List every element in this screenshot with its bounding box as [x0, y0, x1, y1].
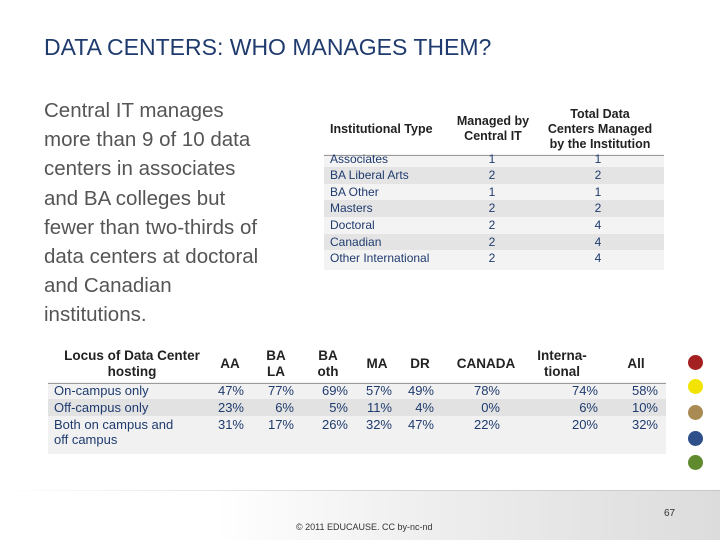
cell-international: 20%: [571, 417, 598, 432]
body-line: and BA colleges but: [44, 186, 226, 210]
table-header: [324, 106, 664, 154]
cell-ma: 11%: [366, 400, 392, 415]
cell-total: 2: [594, 168, 602, 183]
body-line: and Canadian: [44, 274, 172, 298]
header-total-data-centers: [542, 107, 658, 152]
cell-central: 2: [488, 251, 496, 266]
header-international: [522, 348, 602, 380]
cell-ma: 57%: [365, 383, 392, 398]
cell-total: 1: [594, 184, 602, 199]
slide-body-text: [44, 96, 316, 330]
cell-type: BA Other: [330, 184, 379, 199]
cell-total: 4: [594, 217, 602, 232]
cell-dr: 49%: [407, 383, 434, 398]
header-line: hosting: [107, 364, 157, 379]
page-number: 67: [664, 508, 676, 519]
tan-dot-icon: [688, 405, 703, 420]
header-managed-by-central-it: [448, 114, 538, 144]
header-ma: MA: [366, 356, 388, 371]
body-line: institutions.: [44, 303, 147, 327]
table-row: [324, 151, 664, 168]
blue-dot-icon: [688, 431, 703, 446]
cell-central: 2: [488, 201, 496, 216]
cell-international: 74%: [571, 383, 598, 398]
cell-dr: 47%: [407, 417, 434, 432]
header-all: All: [627, 356, 645, 371]
cell-locus: [54, 417, 214, 447]
cell-canada: 0%: [481, 400, 500, 415]
cell-ba-la: 6%: [275, 400, 294, 415]
cell-all: 58%: [631, 383, 658, 398]
header-line: BA: [318, 348, 338, 363]
body-line: fewer than two-thirds of: [44, 215, 258, 239]
body-line: more than 9 of 10 data: [44, 128, 251, 152]
table-header: [48, 342, 666, 382]
cell-central: 1: [488, 184, 496, 199]
header-line: oth: [317, 364, 339, 379]
cell-all: 10%: [631, 400, 658, 415]
header-institutional-type: Institutional Type: [330, 122, 433, 136]
yellow-dot-icon: [688, 379, 703, 394]
table-row: [324, 184, 664, 201]
table-row: [48, 399, 666, 416]
body-line: Central IT manages: [44, 99, 224, 122]
cell-total: 4: [594, 251, 602, 266]
slide-title: DATA CENTERS: WHO MANAGES THEM?: [44, 34, 492, 60]
header-line: Managed by: [456, 114, 530, 128]
cell-central: 1: [488, 151, 496, 166]
cell-total: 4: [594, 234, 602, 249]
header-line: Interna-: [537, 348, 587, 363]
table-row: [324, 217, 664, 234]
cell-international: 6%: [579, 400, 598, 415]
table-row: [324, 234, 664, 251]
cell-aa: 31%: [217, 417, 244, 432]
cell-type: Doctoral: [330, 217, 375, 232]
header-line: Locus of Data Center: [64, 348, 200, 363]
table-row: [324, 200, 664, 217]
footer-band: [0, 491, 720, 540]
body-line: centers in associates: [44, 157, 236, 181]
cell-total: 1: [594, 151, 602, 166]
cell-locus: Off-campus only: [54, 400, 149, 415]
body-line: data centers at doctoral: [44, 245, 259, 269]
cell-locus: On-campus only: [54, 383, 149, 398]
table-row: [324, 250, 664, 267]
cell-total: 2: [594, 201, 602, 216]
header-line: Central IT: [464, 129, 522, 143]
data-center-hosting-table: [48, 342, 666, 454]
cell-line: off campus: [54, 432, 118, 447]
cell-type: Masters: [330, 201, 373, 216]
header-canada: CANADA: [456, 356, 516, 371]
cell-central: 2: [488, 168, 496, 183]
header-line: tional: [544, 364, 580, 379]
header-line: LA: [267, 364, 285, 379]
cell-dr: 4%: [415, 400, 434, 415]
header-line: by the Institution: [549, 137, 651, 151]
table-row: [48, 382, 666, 399]
cell-ba-la: 17%: [267, 417, 294, 432]
header-line: BA: [266, 348, 286, 363]
cell-canada: 22%: [473, 417, 500, 432]
header-line: Total Data: [570, 107, 630, 121]
cell-type: BA Liberal Arts: [330, 168, 409, 183]
green-dot-icon: [688, 455, 703, 470]
header-line: Centers Managed: [547, 122, 653, 136]
table-row: [48, 416, 666, 452]
header-ba-la: [258, 348, 294, 380]
cell-canada: 78%: [473, 383, 500, 398]
cell-central: 2: [488, 217, 496, 232]
managed-data-centers-table: [324, 106, 664, 270]
cell-ba-oth: 26%: [321, 417, 348, 432]
cell-line: Both on campus and: [54, 417, 174, 432]
header-dr: DR: [410, 356, 430, 371]
red-dot-icon: [688, 355, 703, 370]
header-aa: AA: [220, 356, 240, 371]
cell-ba-oth: 69%: [321, 383, 348, 398]
copyright-notice: © 2011 EDUCAUSE. CC by-nc-nd: [296, 522, 433, 532]
cell-ma: 32%: [365, 417, 392, 432]
cell-aa: 47%: [217, 383, 244, 398]
table-row: [324, 167, 664, 184]
cell-ba-oth: 5%: [329, 400, 348, 415]
cell-type: Associates: [330, 151, 389, 166]
header-locus: [52, 348, 212, 380]
cell-ba-la: 77%: [267, 383, 294, 398]
cell-central: 2: [488, 234, 496, 249]
header-ba-oth: [310, 348, 346, 380]
cell-type: Other International: [330, 251, 430, 266]
cell-aa: 23%: [217, 400, 244, 415]
cell-all: 32%: [631, 417, 658, 432]
cell-type: Canadian: [330, 234, 382, 249]
